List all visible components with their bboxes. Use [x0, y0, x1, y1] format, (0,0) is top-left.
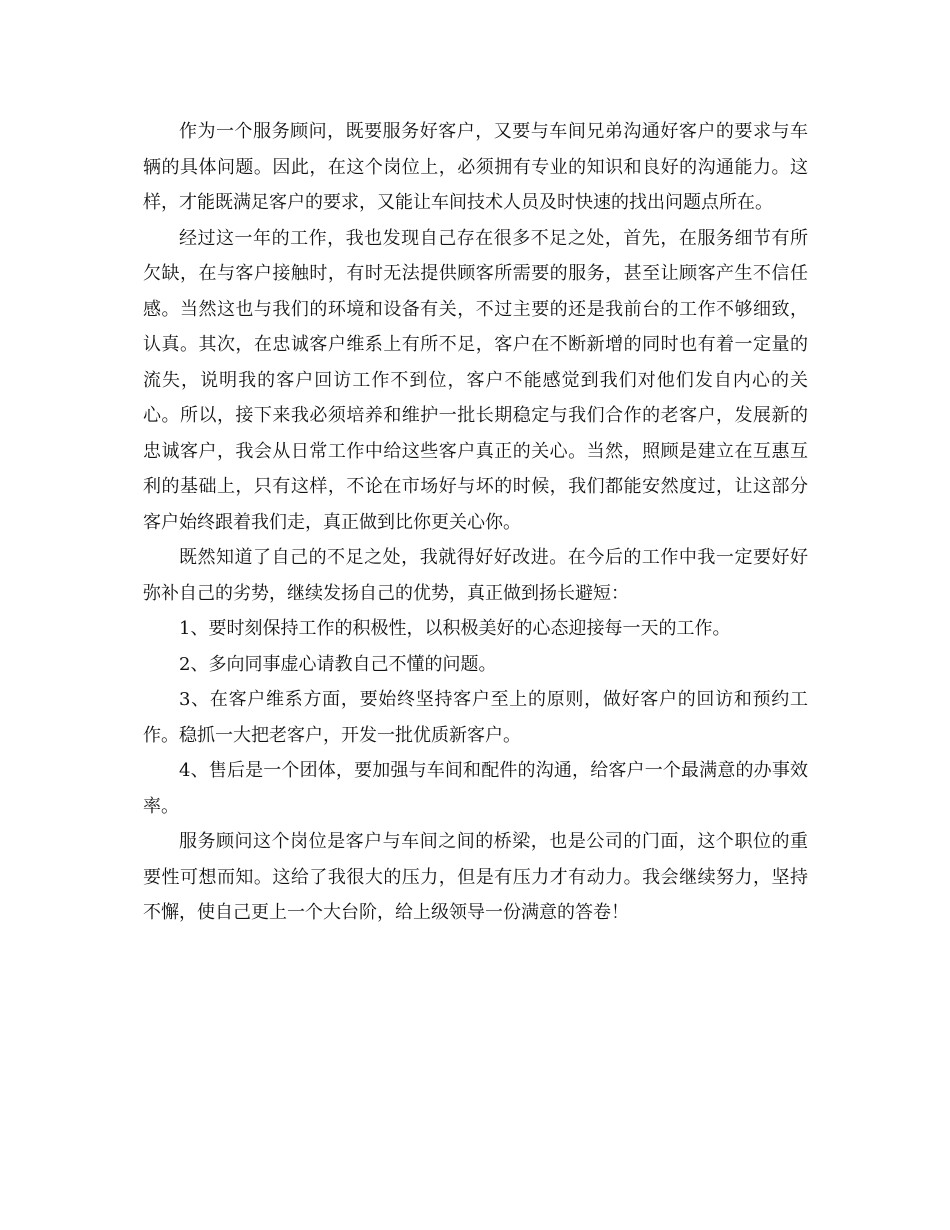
- list-item-4: 4、售后是一个团体，要加强与车间和配件的沟通，给客户一个最满意的办事效率。: [143, 760, 808, 817]
- list-item-2: 2、多向同事虚心请教自己不懂的问题。: [179, 653, 497, 675]
- list-item-1: 1、要时刻保持工作的积极性，以积极美好的心态迎接每一天的工作。: [179, 618, 731, 639]
- paragraph-shortcomings: 经过这一年的工作，我也发现自己存在很多不足之处，首先，在服务细节有所欠缺，在与客户接触时，有时无法提供顾客所需要的服务，甚至让顾客产生不信任感。当然这也与我们的环境和设备有关，不过主要的还是我前台的工作不够细致，认真。其次，在忠诚客户维系上有所不足，客户在不断新增的同时也有着一定量的流失，说明我的客户回访工作不到位，客户不能感觉到我们对他们发自内心的关心。所以，接下来我必须培养和维护一批长期稳定与我们合作的老客户，发展新的忠诚客户，我会从日常工作中给这些客户真正的关心。当然，照顾是建立在互惠互利的基础上，只有这样，不论在市场好与坏的时候，我们都能安然度过，让这部分客户始终跟着我们走，真正做到比你更关心你。: [143, 227, 808, 533]
- document-body: [143, 114, 808, 931]
- paragraph-conclusion: 服务顾问这个岗位是客户与车间之间的桥梁，也是公司的门面，这个职位的重要性可想而知。这给了我很大的压力，但是有压力才有动力。我会继续努力，坚持不懈，使自己更上一个大台阶，给上级领导一份满意的答卷！: [143, 831, 808, 923]
- paragraph-improvement: 既然知道了自己的不足之处，我就得好好改进。在今后的工作中我一定要好好弥补自己的劣势，继续发扬自己的优势，真正做到扬长避短：: [143, 547, 808, 604]
- paragraph-intro: 作为一个服务顾问，既要服务好客户，又要与车间兄弟沟通好客户的要求与车辆的具体问题。因此，在这个岗位上，必须拥有专业的知识和良好的沟通能力。这样，才能既满足客户的要求，又能让车间技术人员及时快速的找出问题点所在。: [143, 121, 808, 213]
- list-item-3: 3、在客户维系方面，要始终坚持客户至上的原则，做好客户的回访和预约工作。稳抓一大把老客户，开发一批优质新客户。: [143, 689, 808, 746]
